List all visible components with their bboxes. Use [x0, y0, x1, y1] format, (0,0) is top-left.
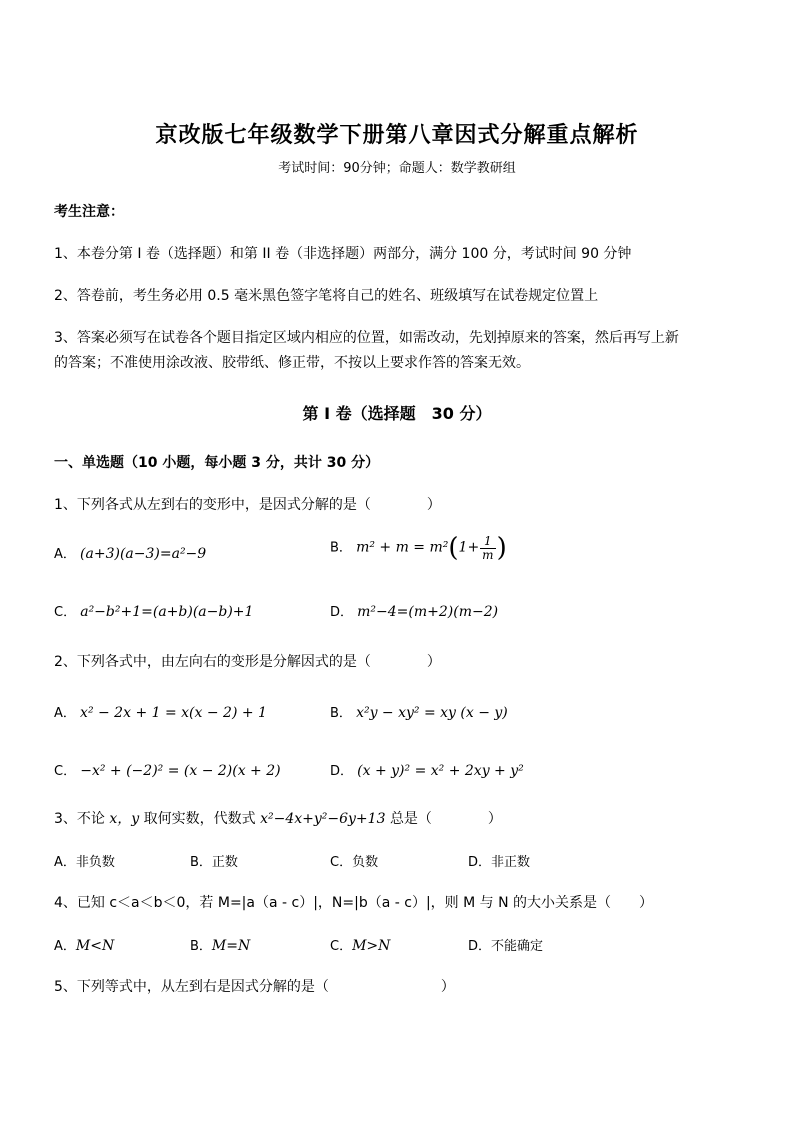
option-expression: a²−b²+1=(a+b)(a−b)+1 [80, 604, 254, 620]
option-label: A． [54, 939, 76, 954]
notes-heading: 考生注意： [54, 204, 124, 220]
question-5-stem: 5、下列等式中，从左到右是因式分解的是（ ） [54, 979, 455, 995]
option-label: A． [54, 855, 76, 870]
option-label: C． [330, 939, 353, 954]
note-item-2: 2、答卷前，考生务必用 0.5 毫米黑色签字笔将自己的姓名、班级填写在试卷规定位置上 [54, 288, 599, 304]
question-4-stem: 4、已知 c＜a＜b＜0，若 M=|a（a - c）|，N=|b（a - c）|，则 M 与 N 的大小关系是（ ） [54, 895, 654, 911]
option-text: M=N [211, 938, 251, 954]
option-label: C． [330, 855, 353, 870]
question-3-option-d[interactable] [468, 851, 530, 870]
stem-text: 总是（ ） [389, 811, 502, 827]
option-label: B． [190, 855, 212, 870]
option-label: D． [330, 605, 354, 620]
option-expression: −x² + (−2)² = (x − 2)(x + 2) [80, 763, 281, 779]
option-label: A． [54, 706, 76, 721]
stem-text: 取何实数，代数式 [143, 811, 256, 827]
option-expression: (x + y)² = x² + 2xy + y² [357, 763, 524, 779]
option-label: B． [330, 706, 352, 721]
question-4-option-d[interactable] [468, 935, 543, 954]
option-text: M>N [352, 938, 391, 954]
option-expression: m²−4=(m+2)(m−2) [357, 604, 499, 620]
option-expression: x² − 2x + 1 = x(x − 2) + 1 [80, 705, 267, 721]
question-2-option-d[interactable] [330, 760, 524, 779]
fraction [480, 535, 495, 562]
option-text: 负数 [352, 855, 379, 870]
question-3-option-a[interactable] [54, 851, 115, 870]
question-1-option-d[interactable] [330, 601, 498, 620]
fraction-prefix: 1+ [458, 539, 480, 556]
question-3-stem [54, 808, 502, 828]
question-3-option-c[interactable] [330, 851, 378, 870]
note-item-1: 1、本卷分第 I 卷（选择题）和第 II 卷（非选择题）两部分，满分 100 分，考试时间 90 分钟 [54, 246, 632, 262]
section-title: 第 I 卷（选择题 30 分） [302, 404, 492, 423]
stem-variables: x，y [109, 811, 140, 827]
left-paren: ( [448, 533, 459, 563]
question-1-option-c[interactable] [54, 601, 253, 620]
option-text: 非负数 [75, 855, 115, 870]
question-1-option-a[interactable] [54, 543, 206, 562]
exam-info: 考试时间：90分钟；命题人：数学教研组 [278, 161, 516, 176]
option-text: 非正数 [491, 855, 531, 870]
option-label: C． [54, 764, 77, 779]
question-4-option-c[interactable] [330, 935, 390, 954]
option-label: B． [190, 939, 212, 954]
stem-expression: x²−4x+y²−6y+13 [260, 811, 386, 827]
option-expression: m² + m = m² [356, 539, 449, 556]
option-text: 正数 [211, 855, 238, 870]
stem-text: 3、不论 [54, 811, 105, 827]
question-2-option-b[interactable] [330, 702, 508, 721]
option-label: B． [330, 540, 352, 556]
option-expression: x²y − xy² = xy (x − y) [356, 705, 508, 721]
note-item-3: 3、答案必须写在试卷各个题目指定区域内相应的位置，如需改动，先划掉原来的答案，然后再写上新 [54, 330, 679, 346]
question-2-option-a[interactable] [54, 702, 267, 721]
question-1-stem: 1、下列各式从左到右的变形中，是因式分解的是（ ） [54, 497, 441, 513]
question-3-option-b[interactable] [190, 851, 238, 870]
option-label: D． [330, 764, 354, 779]
option-label: A． [54, 547, 76, 562]
part-heading: 一、单选题（10 小题，每小题 3 分，共计 30 分） [54, 455, 380, 471]
page-title: 京改版七年级数学下册第八章因式分解重点解析 [155, 123, 639, 148]
question-2-option-c[interactable] [54, 760, 281, 779]
question-2-stem: 2、下列各式中，由左向右的变形是分解因式的是（ ） [54, 654, 441, 670]
option-text: 不能确定 [491, 939, 544, 954]
note-item-3-cont: 的答案；不准使用涂改液、胶带纸、修正带，不按以上要求作答的答案无效。 [54, 355, 530, 371]
question-1-option-b[interactable] [330, 533, 507, 563]
fraction-numerator: 1 [480, 535, 495, 549]
option-label: C． [54, 605, 77, 620]
option-text: M<N [75, 938, 115, 954]
question-4-option-a[interactable] [54, 935, 114, 954]
option-expression: (a+3)(a−3)=a²−9 [80, 546, 207, 562]
question-4-option-b[interactable] [190, 935, 250, 954]
option-label: D． [468, 855, 492, 870]
option-label: D． [468, 939, 492, 954]
right-paren: ) [496, 533, 507, 563]
fraction-denominator: m [482, 547, 494, 562]
